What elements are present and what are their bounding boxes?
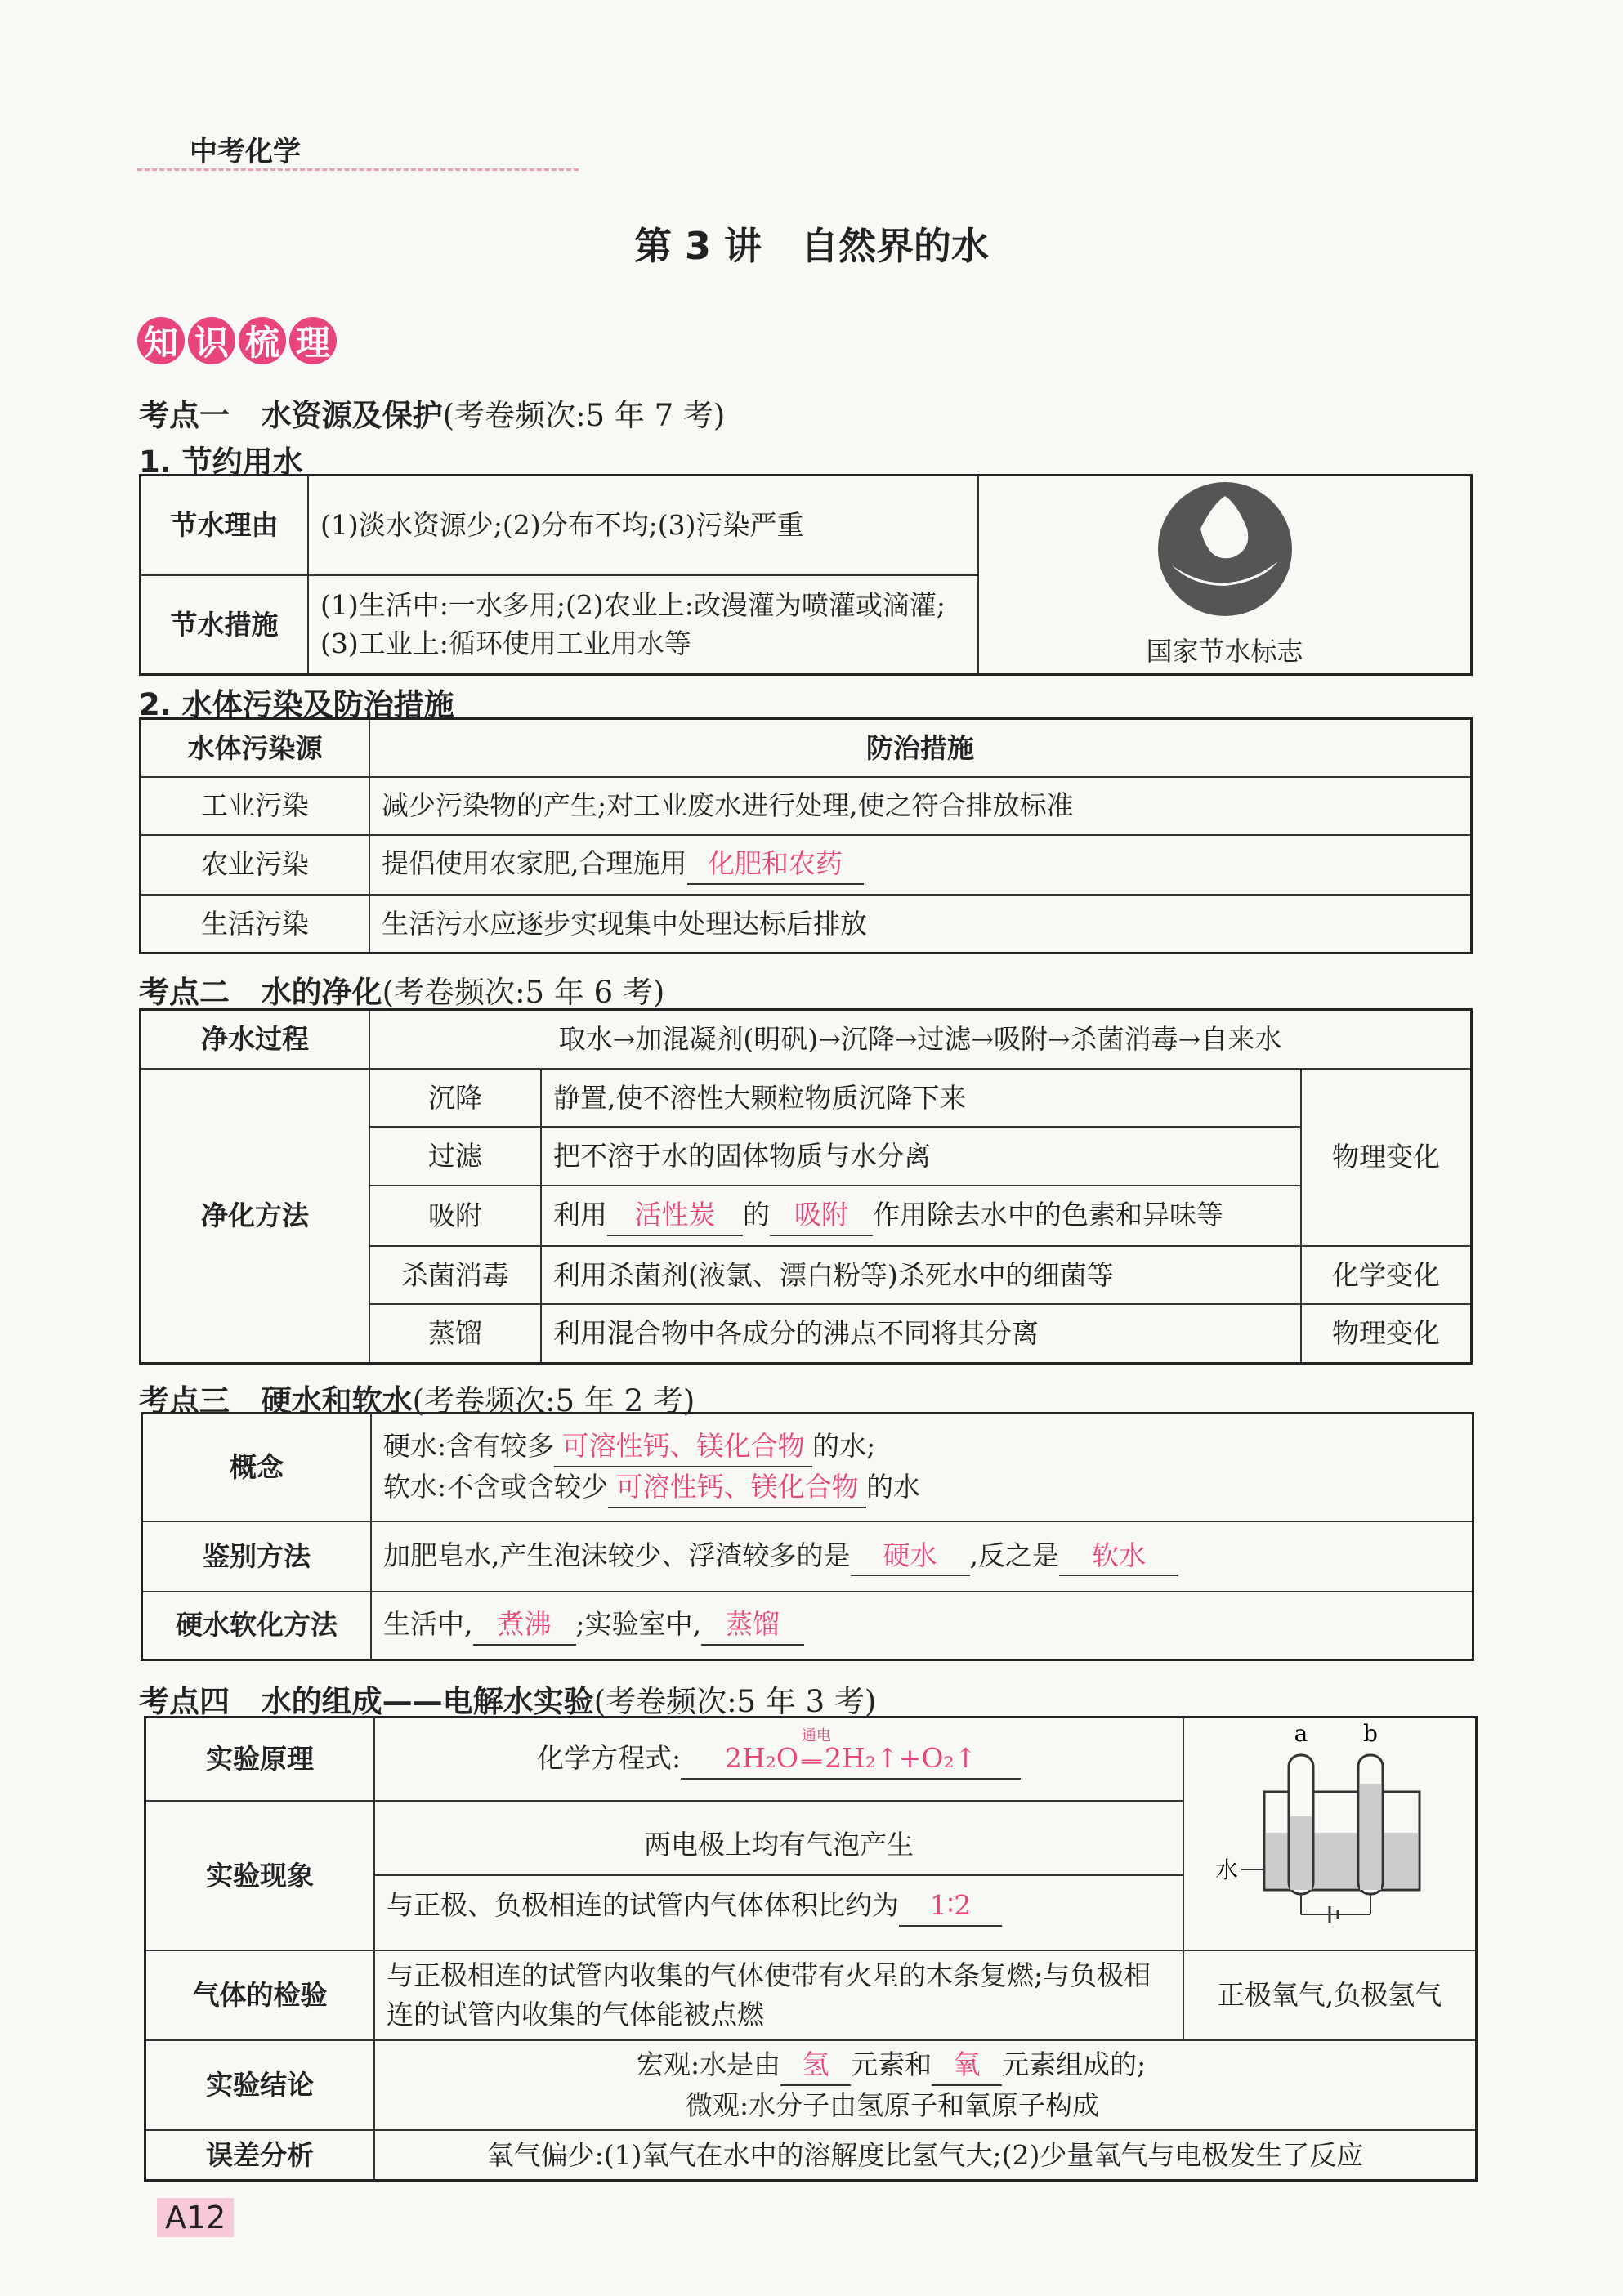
k1-sub1: 1. 节约用水 — [139, 444, 303, 480]
answer-blank: 蒸馏 — [701, 1605, 804, 1646]
answer-blank: 氧 — [932, 2045, 1002, 2086]
banner-char: 识 — [188, 317, 235, 364]
conclusion-text: 宏观:水是由 氢 元素和 氧 元素组成的; 微观:水分子由氢原子和氧原子构成 — [374, 2040, 1477, 2130]
banner-char: 理 — [289, 317, 337, 364]
method-name: 吸附 — [369, 1186, 541, 1246]
method-desc: 利用混合物中各成分的沸点不同将其分离 — [541, 1304, 1301, 1363]
k1-sub2: 2. 水体污染及防治措施 — [139, 687, 454, 722]
k3-title: 考点三 硬水和软水(考卷频次:5 年 2 考) — [139, 1383, 695, 1418]
pollution-measure: 提倡使用农家肥,合理施用 化肥和农药 — [369, 835, 1472, 895]
change-type: 物理变化 — [1301, 1304, 1472, 1363]
answer-blank: 1∶2 — [899, 1886, 1002, 1927]
pollution-table — [139, 717, 1473, 954]
method-name: 蒸馏 — [369, 1304, 541, 1363]
col-header: 水体污染源 — [141, 719, 370, 777]
row-text: (1)生活中:一水多用;(2)农业上:改漫灌为喷灌或滴灌;(3)工业上:循环使用工业用水等 — [308, 575, 978, 675]
k4-title: 考点四 水的组成——电解水实验(考卷频次:5 年 3 考) — [139, 1684, 877, 1719]
logo-cell — [978, 476, 1472, 675]
answer-blank: 软水 — [1059, 1536, 1178, 1577]
logo-caption: 国家节水标志 — [1146, 635, 1303, 667]
banner-char: 知 — [137, 317, 185, 364]
method-name: 杀菌消毒 — [369, 1246, 541, 1305]
pollution-measure: 减少污染物的产生;对工业废水进行处理,使之符合排放标准 — [369, 777, 1472, 835]
phenomenon-text: 两电极上均有气泡产生 与正极、负极相连的试管内气体体积比约为 1∶2 — [374, 1801, 1183, 1950]
hard-water-table — [141, 1412, 1474, 1661]
phenomenon-label: 实验现象 — [145, 1801, 375, 1950]
section-banner — [137, 317, 337, 364]
method-desc: 把不溶于水的固体物质与水分离 — [541, 1127, 1301, 1186]
water-saving-logo-icon — [1156, 480, 1294, 619]
error-label: 误差分析 — [145, 2130, 375, 2181]
process-flow: 取水→加混凝剂(明矾)→沉降→过滤→吸附→杀菌消毒→自来水 — [369, 1010, 1472, 1069]
answer-blank: 活性炭 — [607, 1195, 743, 1236]
change-type: 物理变化 — [1301, 1069, 1472, 1246]
tube-a-label: a — [1294, 1720, 1308, 1747]
header-subject: 中考化学 — [190, 136, 301, 168]
concept-label: 概念 — [142, 1414, 372, 1521]
identify-label: 鉴别方法 — [142, 1521, 372, 1592]
header-dashed-line — [137, 168, 579, 171]
col-header: 防治措施 — [369, 719, 1472, 777]
test-side: 正极氧气,负极氢气 — [1183, 1950, 1477, 2040]
answer-blank: 硬水 — [851, 1536, 970, 1577]
change-type: 化学变化 — [1301, 1246, 1472, 1305]
concept-text: 硬水:含有较多 可溶性钙、镁化合物 的水; 软水:不含或含较少 可溶性钙、镁化合物 的水 — [371, 1414, 1473, 1521]
conclusion-label: 实验结论 — [145, 2040, 375, 2130]
test-label: 气体的检验 — [145, 1950, 375, 2040]
pollution-source: 工业污染 — [141, 777, 370, 835]
k2-title: 考点二 水的净化(考卷频次:5 年 6 考) — [139, 975, 665, 1010]
process-label: 净水过程 — [141, 1010, 370, 1069]
row-label: 节水理由 — [141, 476, 309, 575]
row-label: 节水措施 — [141, 575, 309, 675]
page-title: 第 3 讲 自然界的水 — [633, 224, 990, 268]
electrolysis-apparatus-icon — [1207, 1718, 1452, 1939]
pollution-source: 农业污染 — [141, 835, 370, 895]
test-text: 与正极相连的试管内收集的气体使带有火星的木条复燃;与负极相连的试管内收集的气体能被点燃 — [374, 1950, 1183, 2040]
k1-title: 考点一 水资源及保护(考卷频次:5 年 7 考) — [139, 398, 726, 433]
apparatus-cell — [1183, 1718, 1477, 1950]
pollution-source: 生活污染 — [141, 895, 370, 953]
pollution-measure: 生活污水应逐步实现集中处理达标后排放 — [369, 895, 1472, 953]
method-desc: 利用杀菌剂(液氯、漂白粉等)杀死水中的细菌等 — [541, 1246, 1301, 1305]
method-desc: 利用 活性炭 的 吸附 作用除去水中的色素和异味等 — [541, 1186, 1301, 1246]
answer-blank: 煮沸 — [473, 1605, 576, 1646]
tube-b-label: b — [1363, 1720, 1378, 1747]
method-desc: 静置,使不溶性大颗粒物质沉降下来 — [541, 1069, 1301, 1128]
soften-label: 硬水软化方法 — [142, 1592, 372, 1660]
method-name: 过滤 — [369, 1127, 541, 1186]
method-label: 净化方法 — [141, 1069, 370, 1364]
principle-text: 化学方程式: 2H₂O 通电 ══ 2H₂↑+O₂↑ — [374, 1718, 1183, 1802]
row-text: (1)淡水资源少;(2)分布不均;(3)污染严重 — [308, 476, 978, 575]
answer-blank: 可溶性钙、镁化合物 — [608, 1467, 866, 1508]
electrolysis-table — [144, 1716, 1478, 2182]
principle-label: 实验原理 — [145, 1718, 375, 1802]
error-text: 氧气偏少:(1)氧气在水中的溶解度比氢气大;(2)少量氧气与电极发生了反应 — [374, 2130, 1477, 2181]
water-label: 水 — [1215, 1856, 1239, 1883]
answer-blank: 吸附 — [770, 1195, 873, 1236]
answer-blank: 化肥和农药 — [687, 844, 864, 885]
soften-text: 生活中, 煮沸 ;实验室中, 蒸馏 — [371, 1592, 1473, 1660]
banner-char: 梳 — [239, 317, 286, 364]
method-name: 沉降 — [369, 1069, 541, 1128]
water-saving-table — [139, 474, 1473, 676]
answer-blank: 氢 — [780, 2045, 851, 2086]
identify-text: 加肥皂水,产生泡沫较少、浮渣较多的是 硬水 ,反之是 软水 — [371, 1521, 1473, 1592]
purification-table — [139, 1008, 1473, 1365]
answer-blank: 可溶性钙、镁化合物 — [554, 1427, 812, 1467]
answer-blank: 2H₂O 通电 ══ 2H₂↑+O₂↑ — [681, 1739, 1021, 1780]
page-number: A12 — [157, 2198, 234, 2237]
